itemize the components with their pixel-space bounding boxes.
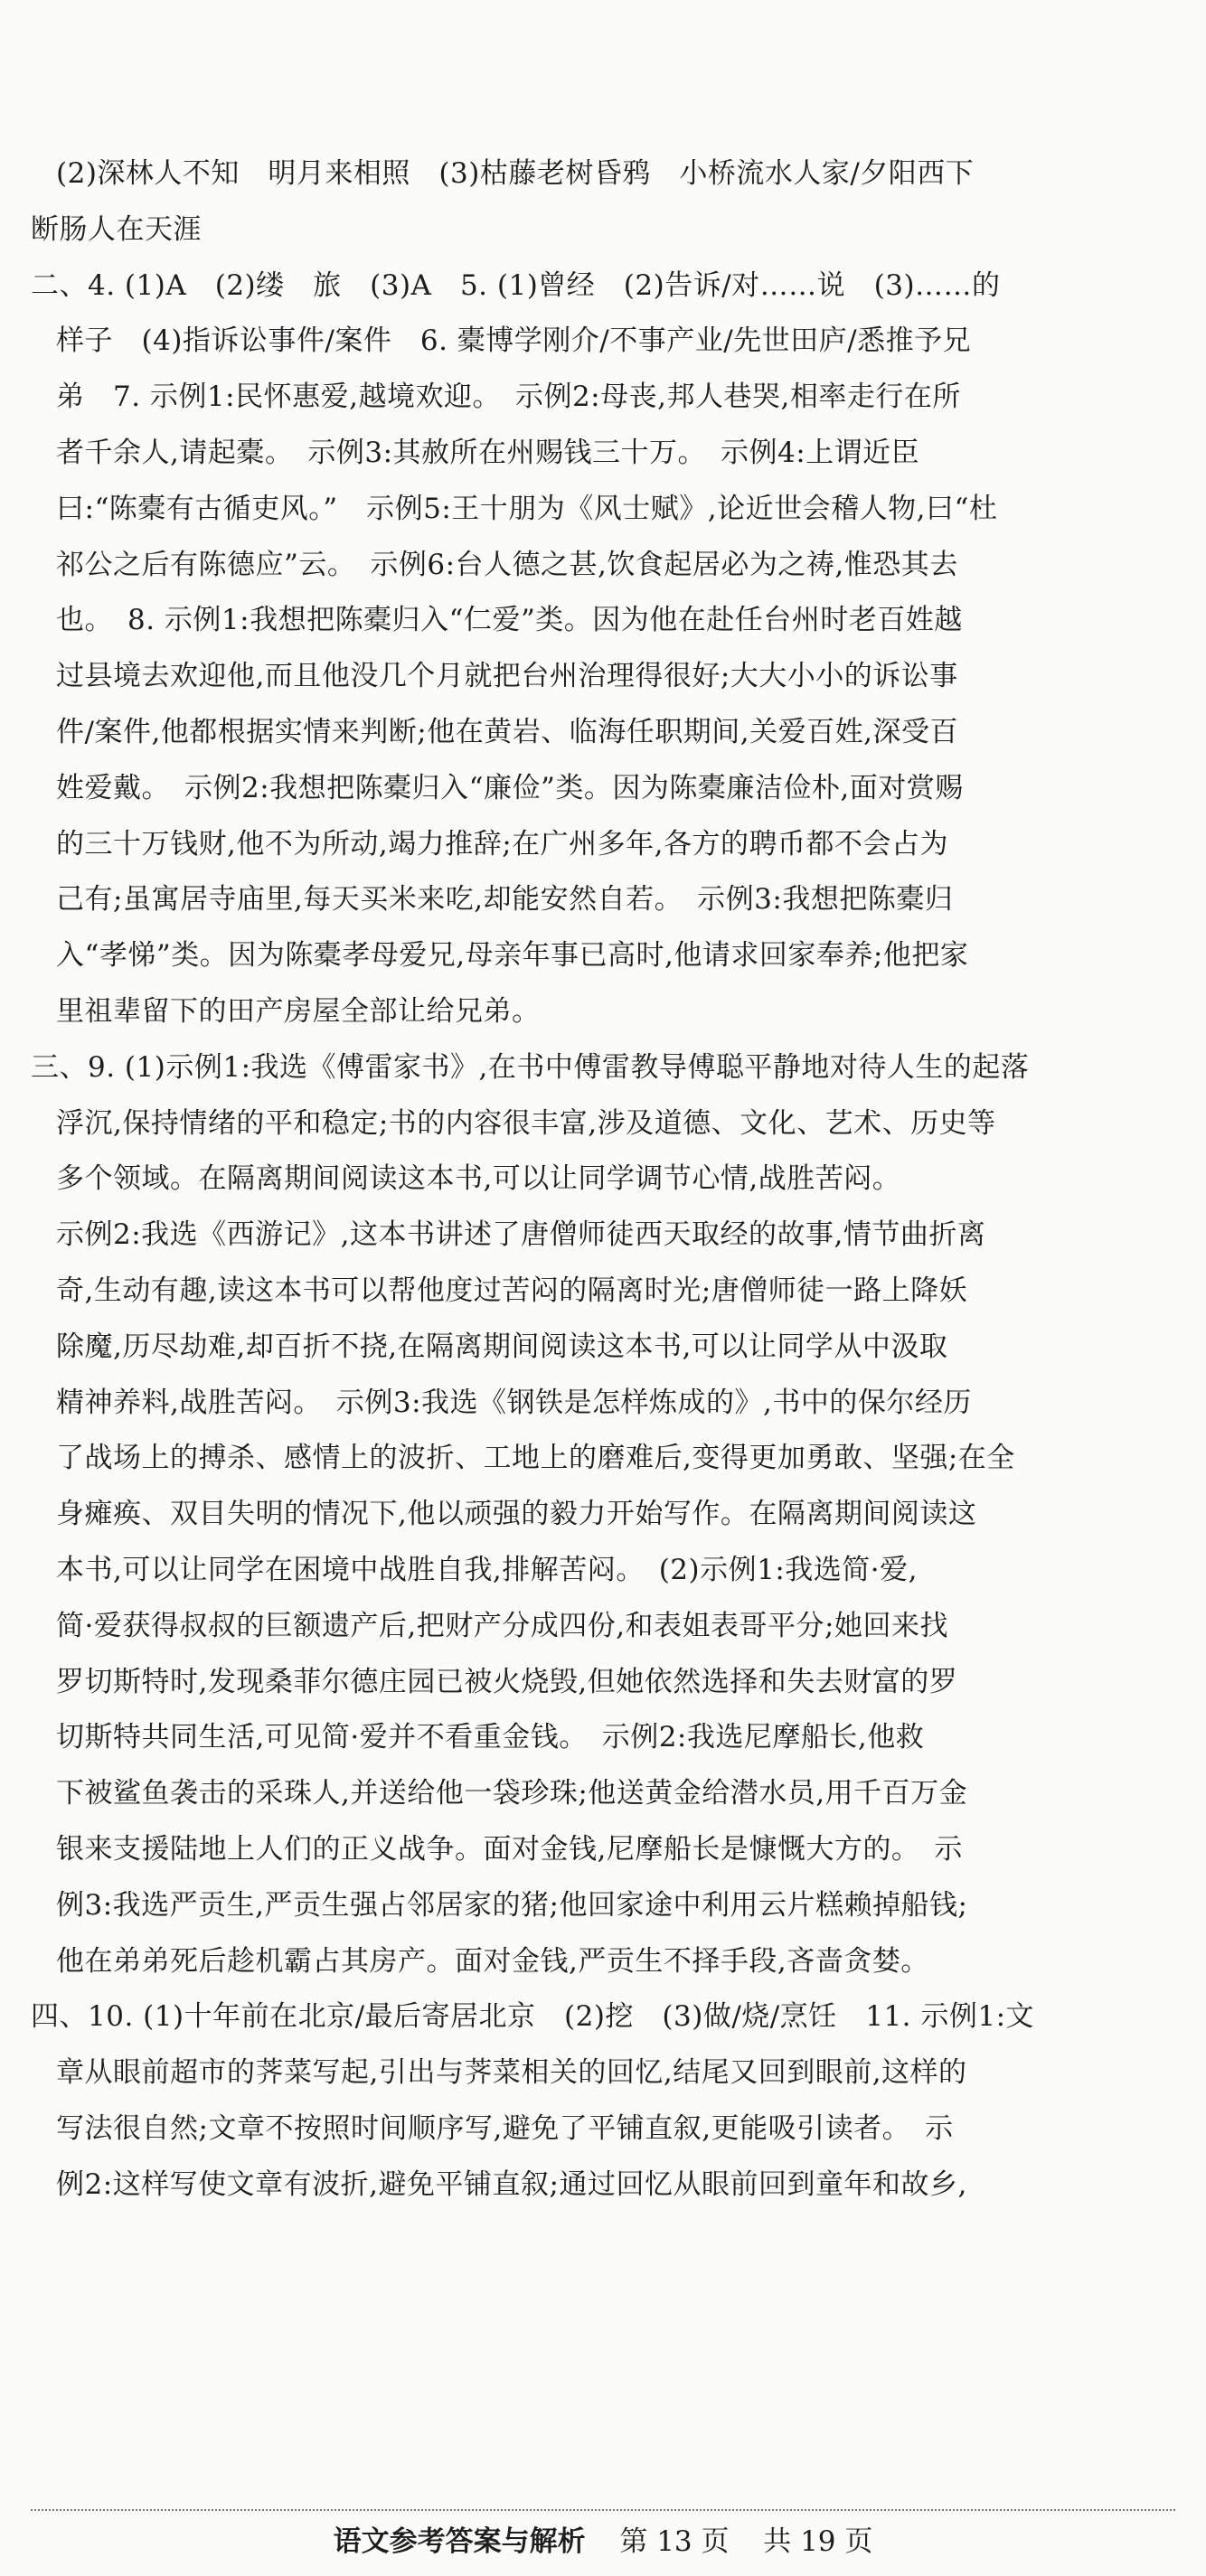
answer-line: 他在弟弟死后趁机霸占其房产。面对金钱,严贡生不择手段,吝啬贪婪。 <box>56 1945 929 1978</box>
answer-line: 样子 (4)指诉讼事件/案件 6. 橐博学刚介/不事产业/先世田庐/悉推予兄 <box>56 324 972 357</box>
answer-line: 件/案件,他都根据实情来判断;他在黄岩、临海任职期间,关爱百姓,深受百 <box>56 716 958 748</box>
answer-line: 了战场上的搏杀、感情上的波折、工地上的磨难后,变得更加勇敢、坚强;在全 <box>56 1442 1015 1474</box>
footer-divider <box>31 2509 1175 2511</box>
answer-line: 切斯特共同生活,可见简·爱并不看重金钱。 示例2:我选尼摩船长,他救 <box>56 1721 925 1753</box>
answer-line: 入“孝悌”类。因为陈橐孝母爱兄,母亲年事已高时,他请求回家奉养;他把家 <box>56 939 969 972</box>
answer-line: 下被鲨鱼袭击的采珠人,并送给他一袋珍珠;他送黄金给潜水员,用千百万金 <box>56 1777 968 1810</box>
answer-line: 过县境去欢迎他,而且他没几个月就把台州治理得很好;大大小小的诉讼事 <box>56 660 958 692</box>
footer-title: 语文参考答案与解析 <box>333 2525 586 2558</box>
answer-line: 祁公之后有陈德应”云。 示例6:台人德之甚,饮食起居必为之祷,惟恐其去 <box>56 549 958 581</box>
answer-line: 三、9. (1)示例1:我选《傅雷家书》,在书中傅雷教导傅聪平静地对待人生的起落 <box>31 1051 1030 1084</box>
answer-line: 身瘫痪、双目失明的情况下,他以顽强的毅力开始写作。在隔离期间阅读这 <box>56 1498 977 1530</box>
answer-line: 己有;虽寓居寺庙里,每天买米来吃,却能安然自若。 示例3:我想把陈橐归 <box>56 883 954 916</box>
page-footer <box>0 2524 1206 2560</box>
answer-line: 二、4. (1)A (2)缕 旅 (3)A 5. (1)曾经 (2)告诉/对……说 (3)……的 <box>31 269 1001 302</box>
answer-line: 也。 8. 示例1:我想把陈橐归入“仁爱”类。因为他在赴任台州时老百姓越 <box>56 604 963 636</box>
answer-line: 断肠人在天涯 <box>31 213 202 246</box>
answer-line: 者千余人,请起橐。 示例3:其赦所在州赐钱三十万。 示例4:上谓近臣 <box>56 437 920 469</box>
answer-line: 写法很自然;文章不按照时间顺序写,避免了平铺直叙,更能吸引读者。 示 <box>56 2112 954 2145</box>
answer-line: 章从眼前超市的荠菜写起,引出与荠菜相关的回忆,结尾又回到眼前,这样的 <box>56 2056 967 2089</box>
answer-line: 多个领域。在隔离期间阅读这本书,可以让同学调节心情,战胜苦闷。 <box>56 1162 901 1195</box>
answer-line: 银来支援陆地上人们的正义战争。面对金钱,尼摩船长是慷慨大方的。 示 <box>56 1833 963 1866</box>
page-number: 第 13 页 <box>619 2525 730 2558</box>
total-pages: 共 19 页 <box>763 2525 873 2558</box>
answer-line: 浮沉,保持情绪的平和稳定;书的内容很丰富,涉及道德、文化、艺术、历史等 <box>56 1107 996 1140</box>
answer-line: 简·爱获得叔叔的巨额遗产后,把财产分成四份,和表姐表哥平分;她回来找 <box>56 1610 949 1642</box>
answer-line: 除魔,历尽劫难,却百折不挠,在隔离期间阅读这本书,可以让同学从中汲取 <box>56 1330 948 1363</box>
answer-line: 精神养料,战胜苦闷。 示例3:我选《钢铁是怎样炼成的》,书中的保尔经历 <box>56 1387 972 1419</box>
answer-line: 里祖辈留下的田产房屋全部让给兄弟。 <box>56 995 541 1028</box>
answer-line: 本书,可以让同学在困境中战胜自我,排解苦闷。 (2)示例1:我选简·爱, <box>56 1554 918 1586</box>
answer-line: 弟 7. 示例1:民怀惠爱,越境欢迎。 示例2:母丧,邦人巷哭,相率走行在所 <box>56 381 961 413</box>
answer-line: 示例2:我选《西游记》,这本书讲述了唐僧师徒西天取经的故事,情节曲折离 <box>56 1218 986 1251</box>
answer-line: 奇,生动有趣,读这本书可以帮他度过苦闷的隔离时光;唐僧师徒一路上降妖 <box>56 1274 968 1307</box>
answer-line: (2)深林人不知 明月来相照 (3)枯藤老树昏鸦 小桥流水人家/夕阳西下 <box>56 157 975 190</box>
answer-line: 姓爱戴。 示例2:我想把陈橐归入“廉俭”类。因为陈橐廉洁俭朴,面对赏赐 <box>56 772 964 804</box>
answer-line: 罗切斯特时,发现桑菲尔德庄园已被火烧毁,但她依然选择和失去财富的罗 <box>56 1666 958 1698</box>
answer-line: 例3:我选严贡生,严贡生强占邻居家的猪;他回家途中利用云片糕赖掉船钱; <box>56 1889 968 1922</box>
answer-line: 例2:这样写使文章有波折,避免平铺直叙;通过回忆从眼前回到童年和故乡, <box>56 2168 967 2201</box>
answer-line: 的三十万钱财,他不为所动,竭力推辞;在广州多年,各方的聘币都不会占为 <box>56 828 949 860</box>
answer-line: 四、10. (1)十年前在北京/最后寄居北京 (2)挖 (3)做/烧/烹饪 11. 示例1:文 <box>31 2000 1035 2033</box>
answer-line: 曰:“陈橐有古循吏风。” 示例5:王十朋为《风士赋》,论近世会稽人物,曰“杜 <box>56 493 998 525</box>
